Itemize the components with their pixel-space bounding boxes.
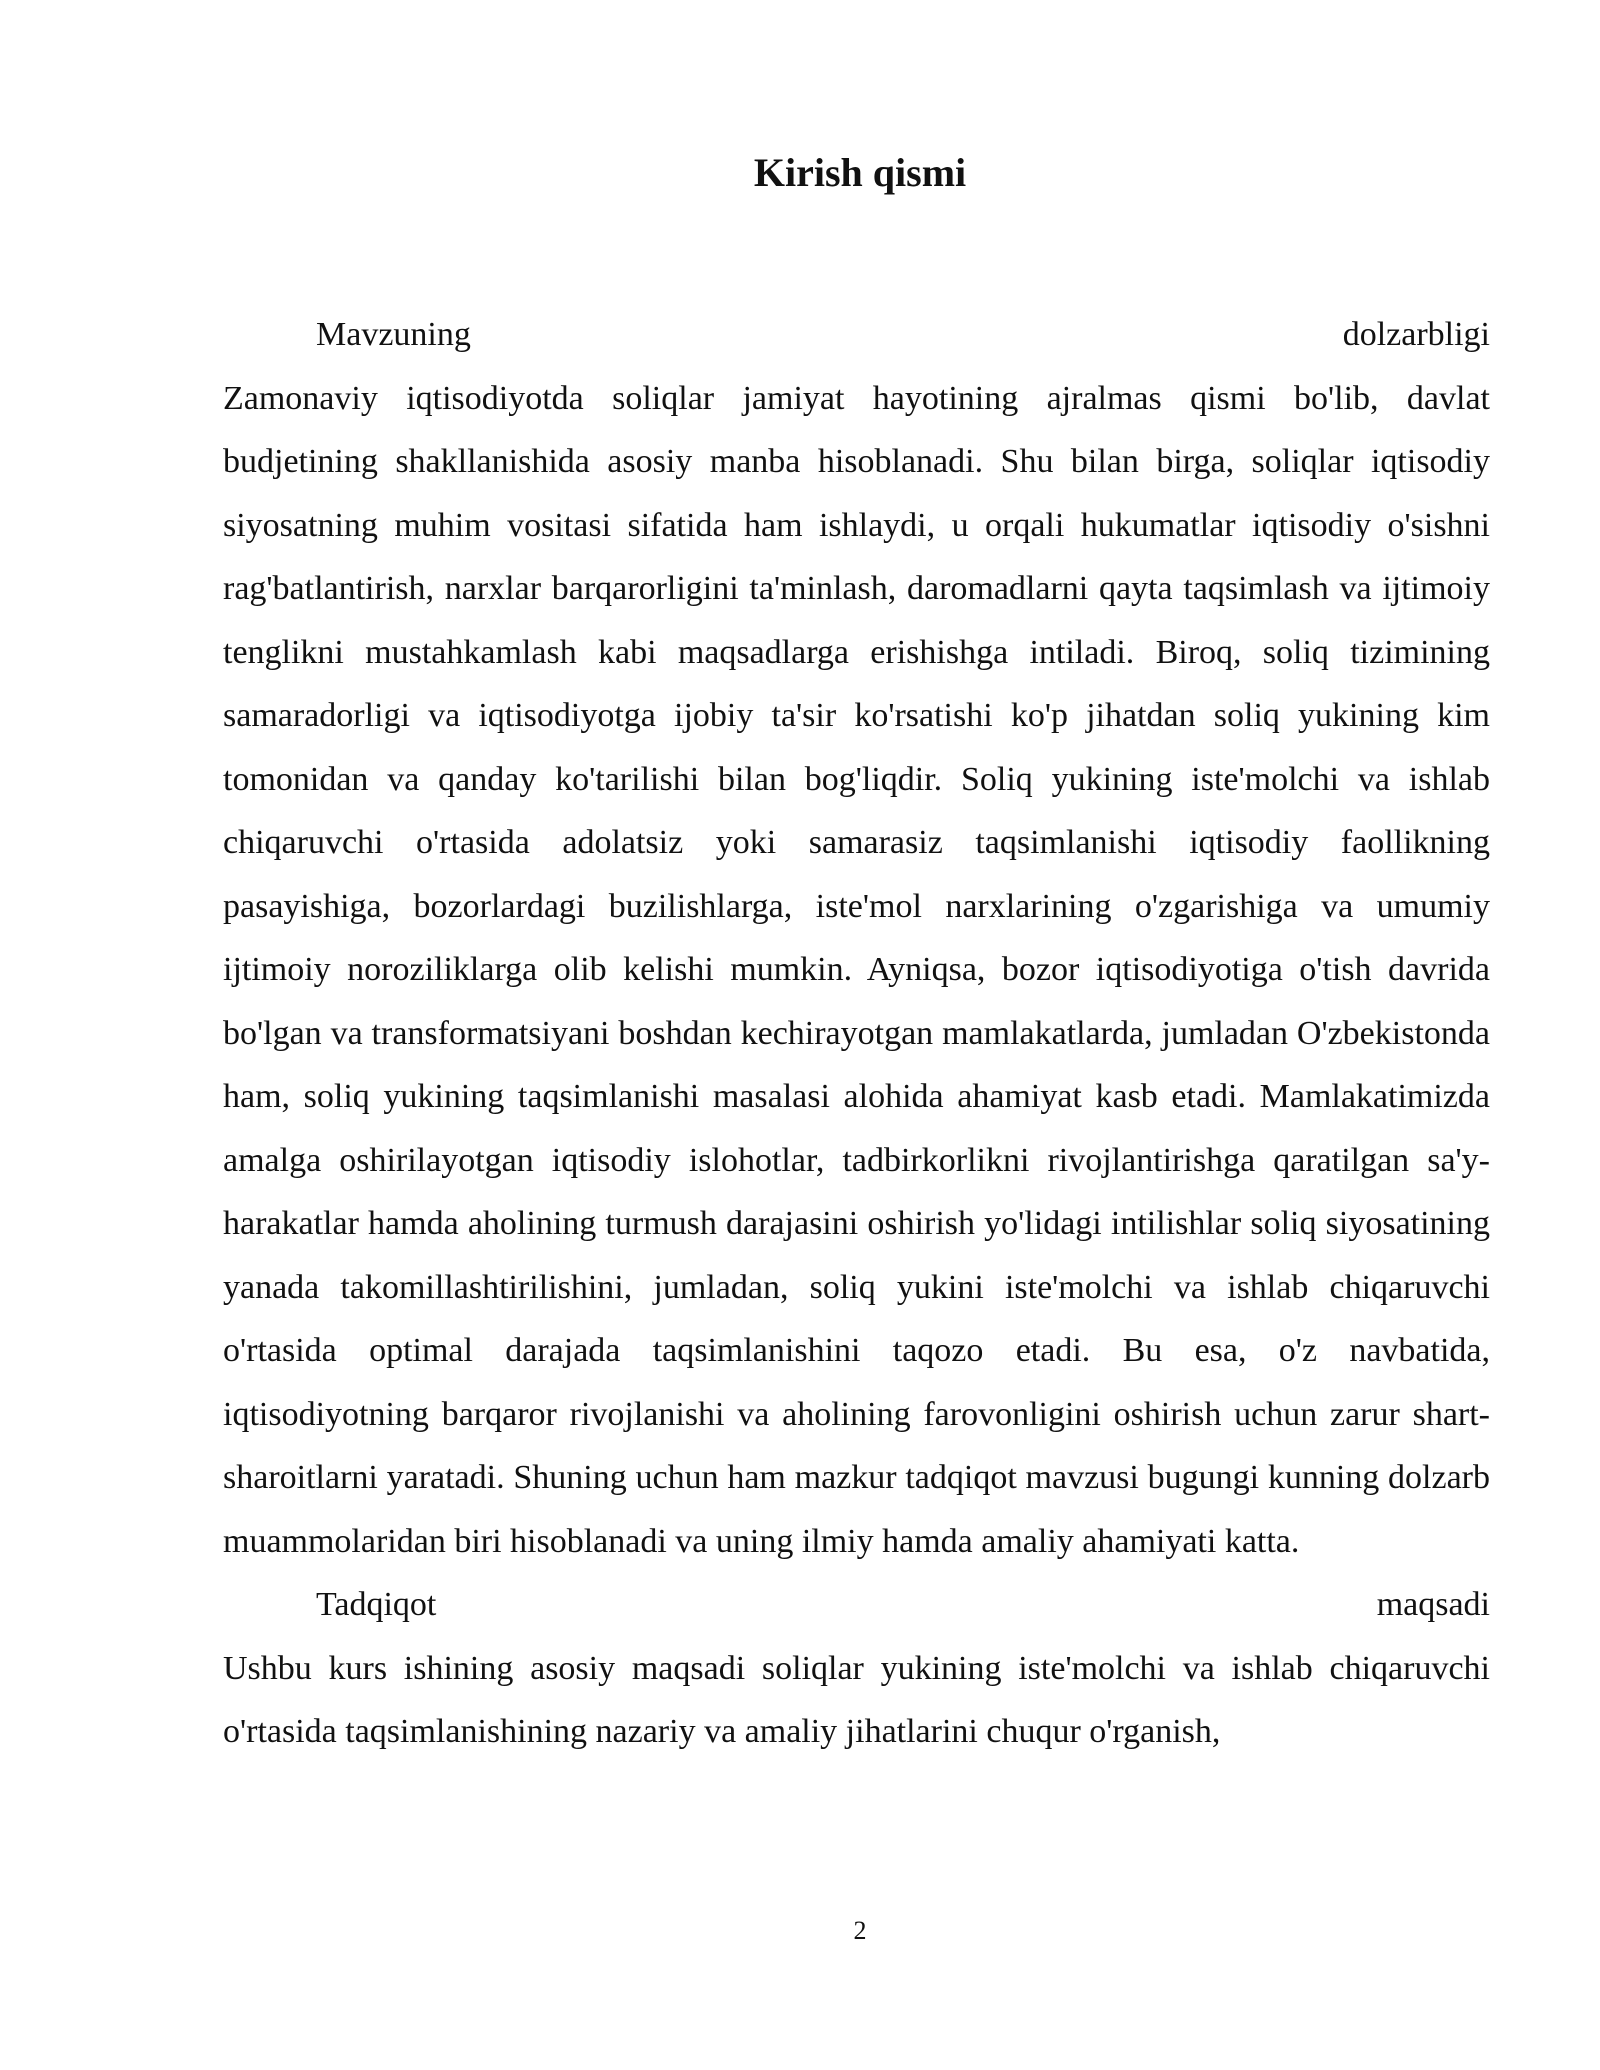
paragraph-relevance: Zamonaviy iqtisodiyotda soliqlar jamiyat hayotining ajralmas qismi bo'lib, davlat budjetining shakllanishida asosiy manba hisoblanadi. Shu bilan birga, soliqlar iqtisodiy siyosatning muhim vositasi sifatida ham ishlaydi, u orqali hukumatlar iqtisodiy o'sishni rag'batlantirish, narxlar barqarorligini ta'minlash, daromadlarni qayta taqsimlash va ijtimoiy tenglikni mustahkamlash kabi maqsadlarga erishishga intiladi. Biroq, soliq tizimining samaradorligi va iqtisodiyotga ijobiy ta'sir ko'rsatishi ko'p jihatdan soliq yukining kim tomonidan va qanday ko'tarilishi bilan bog'liqdir. Soliq yukining iste'molchi va ishlab chiqaruvchi o'rtasida adolatsiz yoki samarasiz taqsimlanishi iqtisodiy faollikning pasayishiga, bozorlardagi buzilishlarga, iste'mol narxlarining o'zgarishiga va umumiy ijtimoiy noroziliklarga olib kelishi mumkin. Ayniqsa, bozor iqtisodiyotiga o'tish davrida bo'lgan va transformatsiyani boshdan kechirayotgan mamlakatlarda, jumladan O'zbekistonda ham, soliq yukining taqsimlanishi masalasi alohida ahamiyat kasb etadi. Mamlakatimizda amalga oshirilayotgan iqtisodiy islohotlar, tadbirkorlikni rivojlantirishga qaratilgan sa'y-harakatlar hamda aholining turmush darajasini oshirish yo'lidagi intilishlar soliq siyosatining yanada takomillashtirilishini, jumladan, soliq yukini iste'molchi va ishlab chiqaruvchi o'rtasida optimal darajada taqsimlanishini taqozo etadi. Bu esa, o'z navbatida, iqtisodiyotning barqaror rivojlanishi va aholining farovonligini oshirish uchun zarur shart-sharoitlarni yaratadi. Shuning uchun ham mazkur tadqiqot mavzusi bugungi kunning dolzarb muammolaridan biri hisoblanadi va uning ilmiy hamda amaliy ahamiyati katta. <box>223 379 1490 1560</box>
section-heading-relevance <box>223 303 1490 367</box>
page-title: Kirish qismi <box>753 150 967 195</box>
section-heading-left: Tadqiqot <box>316 1586 437 1623</box>
section-heading-right: maqsadi <box>1376 1586 1490 1623</box>
page-number: 2 <box>853 1916 867 1945</box>
section-heading-right: dolzarbligi <box>1342 316 1490 353</box>
section-heading-goal <box>223 1573 1490 1637</box>
document-body <box>223 303 1490 1764</box>
section-heading-left: Mavzuning <box>316 316 471 353</box>
paragraph-goal: Ushbu kurs ishining asosiy maqsadi soliqlar yukining iste'molchi va ishlab chiqaruvchi o'rtasida taqsimlanishining nazariy va amaliy jihatlarini chuqur o'rganish, <box>223 1649 1490 1750</box>
